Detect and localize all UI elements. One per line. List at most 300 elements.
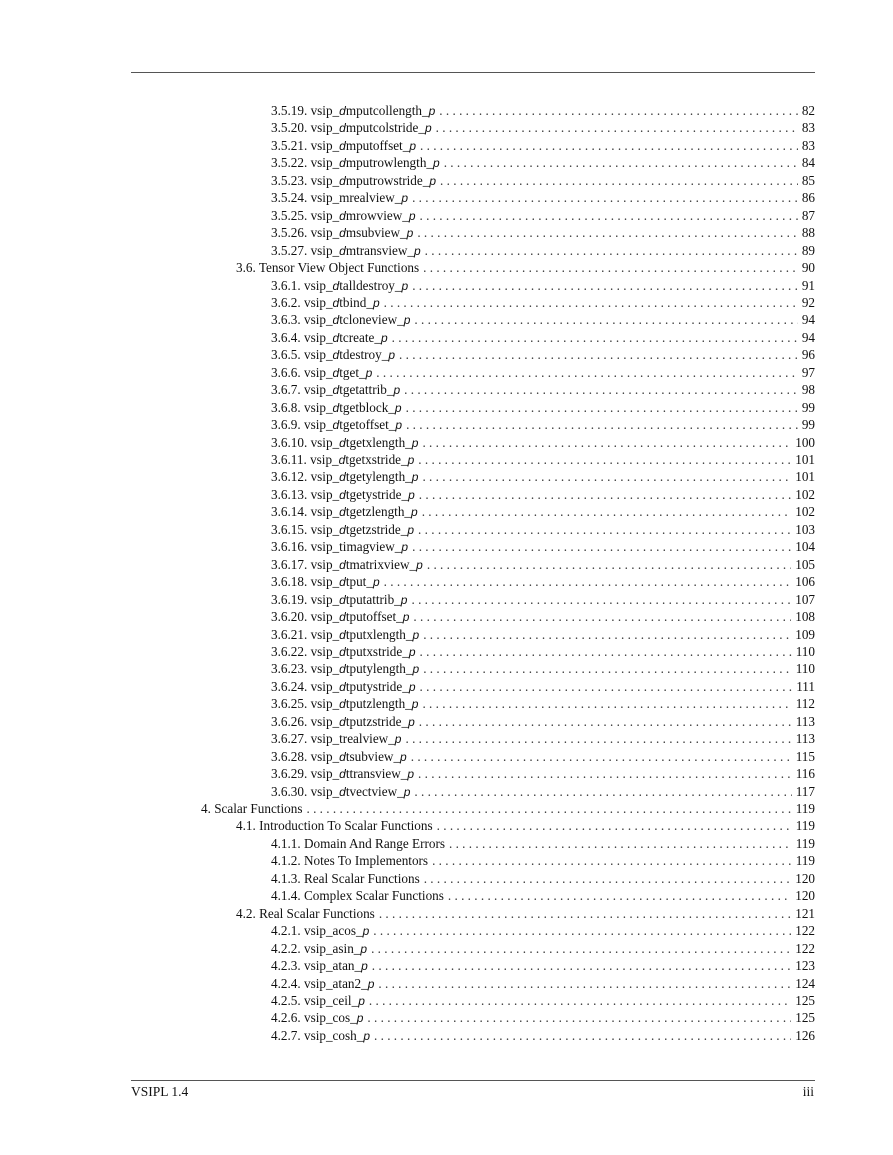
toc-entry-label <box>271 660 423 679</box>
toc-entry-title: vsip_ <box>310 172 340 188</box>
toc-dot-leader <box>423 626 791 644</box>
toc-entry-function-name: msubview_ <box>345 225 407 241</box>
toc-entry-type-placeholder: d <box>339 714 346 729</box>
toc-entry-precision-placeholder: p <box>395 418 403 433</box>
toc-entry-number: 3.6.1. <box>271 277 301 293</box>
toc-entry[interactable] <box>271 1009 815 1027</box>
toc-entry[interactable] <box>271 870 815 888</box>
toc-entry-precision-placeholder: p <box>372 295 380 310</box>
toc-entry-type-placeholder: d <box>332 383 340 398</box>
toc-entry-precision-placeholder: p <box>360 941 368 956</box>
toc-entry-type-placeholder: d <box>339 243 346 258</box>
toc-entry[interactable] <box>271 626 815 644</box>
toc-entry-function-name: mputrowstride_ <box>345 172 430 188</box>
toc-entry-label <box>236 817 437 835</box>
toc-entry[interactable] <box>271 154 815 172</box>
toc-dot-leader <box>369 992 791 1010</box>
toc-entry-title: vsip_ <box>310 626 340 642</box>
toc-entry[interactable] <box>271 975 815 993</box>
toc-entry[interactable] <box>236 817 815 835</box>
toc-entry[interactable] <box>271 468 815 486</box>
toc-entry[interactable] <box>271 346 815 364</box>
toc-entry-label <box>271 975 378 994</box>
toc-entry-type-placeholder: d <box>339 226 346 241</box>
toc-entry[interactable] <box>271 748 815 766</box>
toc-dot-leader <box>367 1009 791 1027</box>
toc-entry[interactable] <box>271 172 815 190</box>
toc-entry-function-name: tdestroy_ <box>339 347 389 363</box>
toc-entry-page: 94 <box>801 312 815 328</box>
toc-entry-label <box>271 643 420 662</box>
toc-entry[interactable] <box>271 643 815 661</box>
toc-entry-title: vsip_ <box>310 713 340 729</box>
toc-entry-title: Real Scalar Functions <box>259 905 375 921</box>
toc-entry-number: 3.6.13. <box>271 486 308 502</box>
toc-entry-precision-placeholder: p <box>406 226 414 241</box>
toc-entry[interactable] <box>271 783 815 801</box>
toc-entry-label <box>271 137 420 156</box>
toc-entry[interactable] <box>271 416 815 434</box>
toc-entry[interactable] <box>271 922 815 940</box>
toc-entry-number: 4.1.3. <box>271 870 301 886</box>
footer-page-number: iii <box>802 1084 814 1099</box>
toc-entry-number: 3.5.19. <box>271 103 308 118</box>
toc-entry-precision-placeholder: p <box>411 435 419 450</box>
toc-entry-title: Real Scalar Functions <box>303 870 420 886</box>
toc-dot-leader <box>420 678 793 696</box>
toc-entry-title: vsip_ <box>310 643 340 659</box>
toc-entry-page: 83 <box>801 137 815 153</box>
toc-entry[interactable] <box>271 1027 815 1045</box>
toc-entry-page: 122 <box>795 940 815 956</box>
toc-entry-number: 3.5.21. <box>271 137 308 153</box>
toc-entry-page: 110 <box>795 661 815 677</box>
toc-entry-type-placeholder: d <box>332 313 340 328</box>
toc-entry-function-name: tgetoffset_ <box>339 417 396 433</box>
toc-entry[interactable] <box>271 713 815 731</box>
toc-entry[interactable] <box>271 678 815 696</box>
toc-entry-page: 98 <box>801 382 815 398</box>
toc-entry-precision-placeholder: p <box>412 662 420 677</box>
toc-dot-leader <box>418 521 791 539</box>
toc-entry-title: vsip_atan2_ <box>303 975 368 991</box>
toc-entry-title: Complex Scalar Functions <box>303 888 444 904</box>
toc-dot-leader <box>384 294 798 312</box>
toc-entry-page: 96 <box>801 347 815 363</box>
toc-entry-label <box>271 364 376 383</box>
toc-entry-precision-placeholder: p <box>356 1011 364 1026</box>
toc-entry-number: 3.6.7. <box>271 382 301 398</box>
toc-entry-precision-placeholder: p <box>411 697 419 712</box>
toc-entry-title: vsip_ <box>310 469 340 485</box>
toc-dot-leader <box>420 137 798 155</box>
toc-entry-number: 3.6.22. <box>271 643 308 659</box>
toc-entry-page: 88 <box>801 225 815 241</box>
toc-entry-label <box>271 468 422 487</box>
toc-entry[interactable] <box>271 294 815 312</box>
toc-entry-number: 3.6.6. <box>271 364 301 380</box>
toc-entry[interactable] <box>271 695 815 713</box>
toc-entry-type-placeholder: d <box>339 662 346 677</box>
toc-dot-leader <box>384 573 792 591</box>
toc-entry-page: 121 <box>795 905 815 921</box>
toc-entry-page: 83 <box>801 120 815 136</box>
toc-dot-leader <box>444 154 798 172</box>
toc-entry-label <box>271 486 419 505</box>
toc-entry-precision-placeholder: p <box>367 976 375 991</box>
toc-entry-type-placeholder: d <box>339 679 346 694</box>
toc-entry-number: 3.6.25. <box>271 696 308 712</box>
toc-entry-type-placeholder: d <box>339 575 346 590</box>
toc-entry-number: 4. <box>201 801 211 816</box>
toc-entry-number: 4.2. <box>236 905 256 921</box>
toc-entry-type-placeholder: d <box>339 697 346 712</box>
toc-entry-page: 112 <box>795 696 815 712</box>
toc-entry-page: 94 <box>801 329 815 345</box>
toc-entry-label <box>201 800 306 818</box>
toc-entry-function-name: tgetzstride_ <box>345 521 408 537</box>
toc-entry-page: 109 <box>795 626 815 642</box>
toc-entry-title: vsip_ceil_ <box>303 992 359 1008</box>
toc-entry-function-name: ttransview_ <box>345 766 408 782</box>
toc-entry[interactable] <box>271 381 815 399</box>
toc-entry[interactable] <box>271 835 815 853</box>
toc-entry-number: 4.1.1. <box>271 835 301 851</box>
toc-entry-label <box>271 242 425 261</box>
toc-entry-label <box>271 940 371 959</box>
toc-entry-type-placeholder: d <box>332 400 340 415</box>
toc-entry-function-name: mputrowlength_ <box>345 155 434 171</box>
toc-entry-page: 84 <box>801 155 815 171</box>
toc-entry-function-name: tgetxlength_ <box>345 434 412 450</box>
toc-dot-leader <box>404 381 798 399</box>
toc-entry-label <box>271 521 418 540</box>
toc-entry-title: vsip_ <box>310 486 340 502</box>
toc-entry-title: vsip_ <box>310 556 340 572</box>
toc-entry[interactable] <box>271 119 815 137</box>
toc-entry-page: 119 <box>795 853 815 869</box>
toc-dot-leader <box>405 730 791 748</box>
toc-entry[interactable] <box>271 992 815 1010</box>
toc-entry-precision-placeholder: p <box>413 243 421 258</box>
toc-entry-title: vsip_cosh_ <box>303 1027 364 1043</box>
toc-entry-label <box>271 538 412 557</box>
toc-entry-number: 4.2.2. <box>271 940 301 956</box>
toc-entry-precision-placeholder: p <box>411 505 418 520</box>
toc-entry[interactable] <box>271 608 815 626</box>
toc-entry-number: 3.6.26. <box>271 713 308 729</box>
toc-entry[interactable] <box>271 573 815 591</box>
toc-entry[interactable] <box>271 451 815 469</box>
toc-entry-title: vsip_ <box>303 417 333 433</box>
toc-entry-precision-placeholder: p <box>416 557 423 572</box>
toc-entry-number: 3.5.22. <box>271 155 308 171</box>
toc-entry-type-placeholder: d <box>332 418 340 433</box>
toc-dot-leader <box>422 468 791 486</box>
toc-entry-page: 117 <box>795 783 815 799</box>
toc-entry-page: 125 <box>795 992 815 1008</box>
toc-entry-label <box>271 1027 374 1046</box>
toc-entry-page: 122 <box>795 923 815 939</box>
toc-entry-label <box>271 381 404 400</box>
toc-entry-label <box>271 626 423 645</box>
toc-entry-number: 3.5.23. <box>271 172 308 188</box>
toc-entry-function-name: tput_ <box>345 574 373 590</box>
toc-entry[interactable] <box>271 277 815 295</box>
toc-entry-precision-placeholder: p <box>402 610 410 625</box>
toc-entry-label <box>236 905 379 923</box>
toc-entry-type-placeholder: d <box>339 487 346 502</box>
toc-entry-label <box>271 608 413 627</box>
toc-dot-leader <box>419 486 791 504</box>
toc-entry-precision-placeholder: p <box>400 592 408 607</box>
toc-entry-number: 3.6.4. <box>271 329 301 345</box>
toc-dot-leader <box>436 119 798 137</box>
toc-dot-leader <box>392 329 798 347</box>
toc-dot-leader <box>422 503 792 521</box>
toc-entry-label <box>271 311 414 330</box>
toc-dot-leader <box>439 102 798 120</box>
toc-entry-number: 3.6. <box>236 260 256 276</box>
toc-entry-page: 119 <box>795 835 815 851</box>
toc-dot-leader <box>379 905 791 923</box>
toc-entry-precision-placeholder: p <box>372 575 380 590</box>
toc-entry-label <box>271 224 417 243</box>
toc-entry[interactable] <box>236 905 815 923</box>
toc-entry[interactable] <box>271 521 815 539</box>
toc-entry-page: 126 <box>795 1027 815 1043</box>
toc-entry-page: 119 <box>795 801 815 816</box>
toc-entry-number: 3.6.28. <box>271 748 308 764</box>
toc-entry[interactable] <box>271 102 815 120</box>
toc-entry[interactable] <box>271 434 815 452</box>
toc-entry-function-name: tbind_ <box>339 294 373 310</box>
toc-dot-leader <box>418 451 791 469</box>
toc-entry-label <box>271 346 399 365</box>
toc-entry-number: 3.6.10. <box>271 434 308 450</box>
toc-entry-function-name: tcreate_ <box>339 329 381 345</box>
toc-entry-type-placeholder: d <box>339 138 346 153</box>
toc-entry-label <box>271 957 372 976</box>
toc-entry-title: vsip_ <box>310 504 340 520</box>
toc-entry[interactable] <box>271 137 815 155</box>
toc-entry-label <box>271 870 424 888</box>
toc-entry[interactable] <box>271 591 815 609</box>
toc-entry-title: vsip_ <box>310 609 340 625</box>
toc-entry-number: 3.6.29. <box>271 766 308 782</box>
toc-entry-number: 3.6.17. <box>271 556 308 572</box>
toc-entry[interactable] <box>271 486 815 504</box>
toc-dot-leader <box>419 713 792 731</box>
toc-entry-precision-placeholder: p <box>433 156 440 171</box>
toc-dot-leader <box>418 765 792 783</box>
toc-entry-number: 4.2.4. <box>271 975 301 991</box>
toc-entry-label <box>271 765 418 784</box>
toc-entry-precision-placeholder: p <box>394 732 402 747</box>
toc-entry-number: 4.1.4. <box>271 888 301 904</box>
toc-entry-label <box>271 695 422 714</box>
toc-entry-precision-placeholder: p <box>380 330 388 345</box>
toc-entry-page: 113 <box>795 731 815 747</box>
toc-dot-leader <box>423 660 792 678</box>
toc-entry-type-placeholder: d <box>339 557 346 572</box>
toc-entry-label <box>271 451 418 470</box>
toc-entry-title: vsip_trealview_ <box>310 731 395 747</box>
toc-entry-page: 115 <box>795 748 815 764</box>
toc-entry-type-placeholder: d <box>339 173 346 188</box>
toc-entry-function-name: tvectview_ <box>345 783 404 799</box>
toc-entry-label <box>271 277 412 296</box>
toc-dot-leader <box>374 1027 791 1045</box>
toc-entry-title: Notes To Implementors <box>303 853 429 869</box>
toc-entry[interactable] <box>271 224 815 242</box>
toc-entry-page: 106 <box>795 574 815 590</box>
toc-entry-type-placeholder: d <box>339 156 346 171</box>
toc-entry-precision-placeholder: p <box>407 453 415 467</box>
toc-entry-type-placeholder: d <box>339 627 346 642</box>
toc-entry[interactable] <box>271 660 815 678</box>
toc-entry-number: 3.6.20. <box>271 609 308 625</box>
toc-entry-type-placeholder: d <box>339 610 346 625</box>
toc-entry[interactable] <box>271 503 815 521</box>
toc-entry[interactable] <box>271 556 815 574</box>
toc-entry-title: vsip_ <box>303 347 333 363</box>
toc-entry-precision-placeholder: p <box>403 784 411 799</box>
toc-dot-leader <box>422 695 791 713</box>
toc-dot-leader <box>412 277 798 295</box>
toc-entry-function-name: talldestroy_ <box>339 277 402 293</box>
toc-entry-title: vsip_ <box>310 242 340 258</box>
toc-entry-function-name: mrowview_ <box>345 207 409 223</box>
toc-entry[interactable] <box>271 538 815 556</box>
toc-entry[interactable] <box>271 311 815 329</box>
toc-entry-label <box>271 189 412 208</box>
toc-entry-number: 3.5.27. <box>271 242 308 258</box>
toc-entry-title: vsip_ <box>310 225 340 241</box>
toc-entry-title: Tensor View Object Functions <box>258 260 420 276</box>
toc-entry-number: 4.2.1. <box>271 923 301 939</box>
toc-entry-function-name: tmatrixview_ <box>345 556 417 572</box>
toc-dot-leader <box>425 242 798 260</box>
toc-entry-function-name: tgetzlength_ <box>345 504 412 520</box>
toc-entry-title: Introduction To Scalar Functions <box>259 818 433 834</box>
toc-dot-leader <box>437 817 792 835</box>
toc-entry[interactable] <box>271 207 815 225</box>
toc-entry-number: 3.6.19. <box>271 591 308 607</box>
toc-entry-function-name: tputxstride_ <box>345 643 409 659</box>
toc-entry[interactable] <box>236 259 815 277</box>
toc-entry-page: 92 <box>801 294 815 310</box>
toc-entry[interactable] <box>271 887 815 905</box>
toc-entry-precision-placeholder: p <box>358 993 365 1008</box>
toc-entry-label <box>271 503 422 522</box>
toc-entry[interactable] <box>271 364 815 382</box>
toc-entry-precision-placeholder: p <box>408 644 416 659</box>
toc-dot-leader <box>420 207 798 225</box>
toc-entry-function-name: tgetxstride_ <box>345 452 408 467</box>
toc-entry-number: 3.6.12. <box>271 469 308 485</box>
toc-entry[interactable] <box>271 852 815 870</box>
toc-entry-function-name: tputzstride_ <box>345 713 409 729</box>
toc-entry-type-placeholder: d <box>332 278 340 293</box>
toc-entry-precision-placeholder: p <box>408 487 415 502</box>
toc-entry[interactable] <box>271 730 815 748</box>
toc-dot-leader <box>412 538 791 556</box>
toc-entry-number: 3.6.9. <box>271 417 301 433</box>
toc-entry-title: Domain And Range Errors <box>303 835 445 851</box>
toc-entry-label <box>271 835 449 853</box>
toc-entry-number: 3.6.5. <box>271 347 301 363</box>
toc-entry[interactable] <box>271 940 815 958</box>
toc-entry-page: 123 <box>795 958 815 974</box>
toc-entry-page: 90 <box>801 260 815 276</box>
toc-entry-title: vsip_ <box>310 574 340 590</box>
toc-entry-label <box>271 172 440 191</box>
toc-entry-precision-placeholder: p <box>407 522 415 537</box>
footer-title: VSIPL 1.4 <box>131 1084 189 1099</box>
toc-entry-page: 91 <box>801 277 815 293</box>
toc-entry[interactable] <box>271 189 815 207</box>
toc-entry-precision-placeholder: p <box>393 383 401 398</box>
toc-dot-leader <box>422 434 791 452</box>
toc-entry-function-name: tgetystride_ <box>345 486 409 502</box>
toc-entry-function-name: tgetylength_ <box>345 469 412 485</box>
toc-entry-precision-placeholder: p <box>424 121 432 136</box>
toc-entry-function-name: mputcolstride_ <box>345 120 425 136</box>
toc-entry[interactable] <box>271 399 815 417</box>
toc-entry-number: 4.1. <box>236 818 256 834</box>
toc-entry-page: 120 <box>795 870 815 886</box>
toc-entry[interactable] <box>271 765 815 783</box>
toc-entry-title: vsip_ <box>310 696 340 712</box>
toc-entry-page: 86 <box>801 190 815 206</box>
toc-entry-page: 89 <box>801 242 815 258</box>
toc-entry-precision-placeholder: p <box>394 400 402 415</box>
toc-dot-leader <box>406 416 798 434</box>
toc-dot-leader <box>427 556 791 574</box>
toc-entry[interactable] <box>271 329 815 347</box>
toc-entry-label <box>271 852 432 870</box>
toc-entry-precision-placeholder: p <box>403 313 411 328</box>
toc-entry-title: vsip_ <box>310 207 340 223</box>
toc-entry-precision-placeholder: p <box>363 1028 370 1043</box>
toc-entry-label <box>271 434 422 453</box>
toc-entry-title: vsip_mrealview_ <box>310 190 402 206</box>
toc-entry-number: 3.5.24. <box>271 190 308 206</box>
toc-entry-type-placeholder: d <box>332 348 340 363</box>
toc-entry-title: vsip_acos_ <box>303 923 363 939</box>
toc-entry-function-name: tgetblock_ <box>339 399 395 415</box>
toc-entry-label <box>271 154 444 173</box>
toc-entry[interactable] <box>271 242 815 260</box>
toc-entry-page: 125 <box>795 1010 815 1026</box>
toc-entry-page: 87 <box>801 207 815 223</box>
toc-entry-title: vsip_ <box>310 434 340 450</box>
toc-entry-function-name: tputystride_ <box>345 678 409 694</box>
toc-entry-function-name: tcloneview_ <box>339 312 404 328</box>
toc-entry[interactable] <box>271 957 815 975</box>
toc-entry-page: 124 <box>795 975 815 991</box>
toc-dot-leader <box>376 364 798 382</box>
toc-entry-page: 116 <box>795 766 815 782</box>
toc-entry-type-placeholder: d <box>332 295 340 310</box>
toc-entry-number: 3.6.27. <box>271 731 308 747</box>
toc-entry[interactable] <box>201 800 815 818</box>
toc-entry-function-name: tputzlength_ <box>345 696 412 712</box>
toc-dot-leader <box>411 591 791 609</box>
toc-entry-number: 3.6.8. <box>271 399 301 415</box>
toc-entry-label <box>271 1009 367 1028</box>
